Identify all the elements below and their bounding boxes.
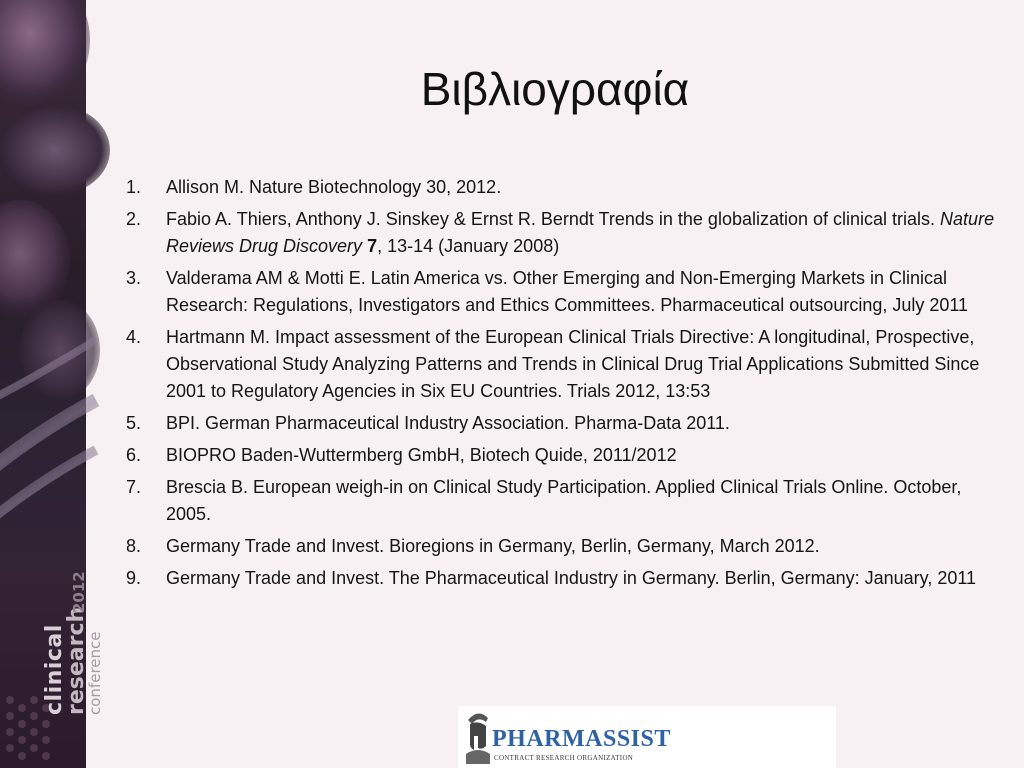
logo-tagline: CONTRACT RESEARCH ORGANIZATION: [494, 754, 634, 762]
reference-text-part: 7: [367, 236, 378, 256]
reference-number: 8.: [126, 536, 142, 556]
reference-text-part: Valderama AM & Motti E. Latin America vs. Other Emerging and Non-Emerging Markets in Clinical Research: Regulations, Investigators and Ethics Committees. Pharmaceutical outsourcing, July 2011: [166, 268, 969, 315]
reference-number: 6.: [126, 445, 142, 465]
reference-list: [126, 174, 996, 597]
reference-item: [126, 174, 996, 201]
reference-text-part: Allison M. Nature Biotechnology 30, 2012.: [166, 177, 502, 197]
reference-number: 9.: [126, 568, 142, 588]
reference-number: 5.: [126, 413, 142, 433]
spartan-helmet-icon: [464, 710, 492, 764]
reference-text: [166, 477, 961, 524]
reference-text: [166, 568, 976, 588]
reference-text-part: Hartmann M. Impact assessment of the European Clinical Trials Directive: A longitudinal, Prospective, Observational Study Analyzing Patterns and Trends in Clinical Drug Trial Applications Submitted Since 2001 to Regulatory Agencies in Six EU Countries. Trials 2012, 13:53: [166, 327, 980, 401]
pharmassist-logo: [458, 706, 836, 768]
reference-text-part: Germany Trade and Invest. The Pharmaceutical Industry in Germany. Berlin, Germany: January, 2011: [166, 568, 977, 588]
reference-item: [126, 410, 996, 437]
reference-item: [126, 474, 996, 528]
reference-number: 7.: [126, 477, 142, 497]
reference-item: [126, 565, 996, 592]
slide-title: Βιβλιογραφία: [420, 63, 690, 115]
reference-text-part: Fabio A. Thiers, Anthony J. Sinskey & Ernst R. Berndt Trends in the globalization of clinical trials.: [166, 209, 941, 229]
reference-text-part: Brescia B. European weigh-in on Clinical Study Participation. Applied Clinical Trials Online. October, 2005.: [166, 477, 962, 524]
sidebar-decoration: [0, 0, 104, 768]
reference-item: [126, 265, 996, 319]
brand-line-clinical: clinical: [42, 624, 67, 715]
reference-text-part: BPI. German Pharmaceutical Industry Association. Pharma-Data 2011.: [166, 413, 730, 433]
reference-number: 4.: [126, 327, 142, 347]
reference-text-part: Nature Reviews Drug Discovery: [166, 209, 995, 256]
reference-text-part: , 13-14 (January 2008): [377, 236, 560, 256]
reference-text: [166, 445, 677, 465]
reference-text: [166, 268, 968, 315]
reference-text: [166, 413, 730, 433]
reference-text-part: BIOPRO Baden-Wuttermberg GmbH, Biotech Quide, 2011/2012: [166, 445, 677, 465]
brand-line-conference: conference: [86, 631, 104, 715]
reference-text-part: Germany Trade and Invest. Bioregions in Germany, Berlin, Germany, March 2012.: [166, 536, 820, 556]
reference-item: [126, 206, 996, 260]
reference-item: [126, 533, 996, 560]
reference-item: [126, 442, 996, 469]
reference-number: 1.: [126, 177, 142, 197]
reference-text: [166, 536, 820, 556]
reference-number: 2.: [126, 209, 142, 229]
brand-line-research: research: [64, 606, 89, 715]
reference-text: [166, 177, 501, 197]
reference-text: [166, 209, 994, 256]
brand-year: 2012: [70, 571, 88, 613]
logo-name: PHARMASSIST: [492, 726, 671, 752]
conference-brand: [44, 545, 103, 715]
reference-text: [166, 327, 979, 401]
reference-number: 3.: [126, 268, 142, 288]
reference-item: [126, 324, 996, 405]
